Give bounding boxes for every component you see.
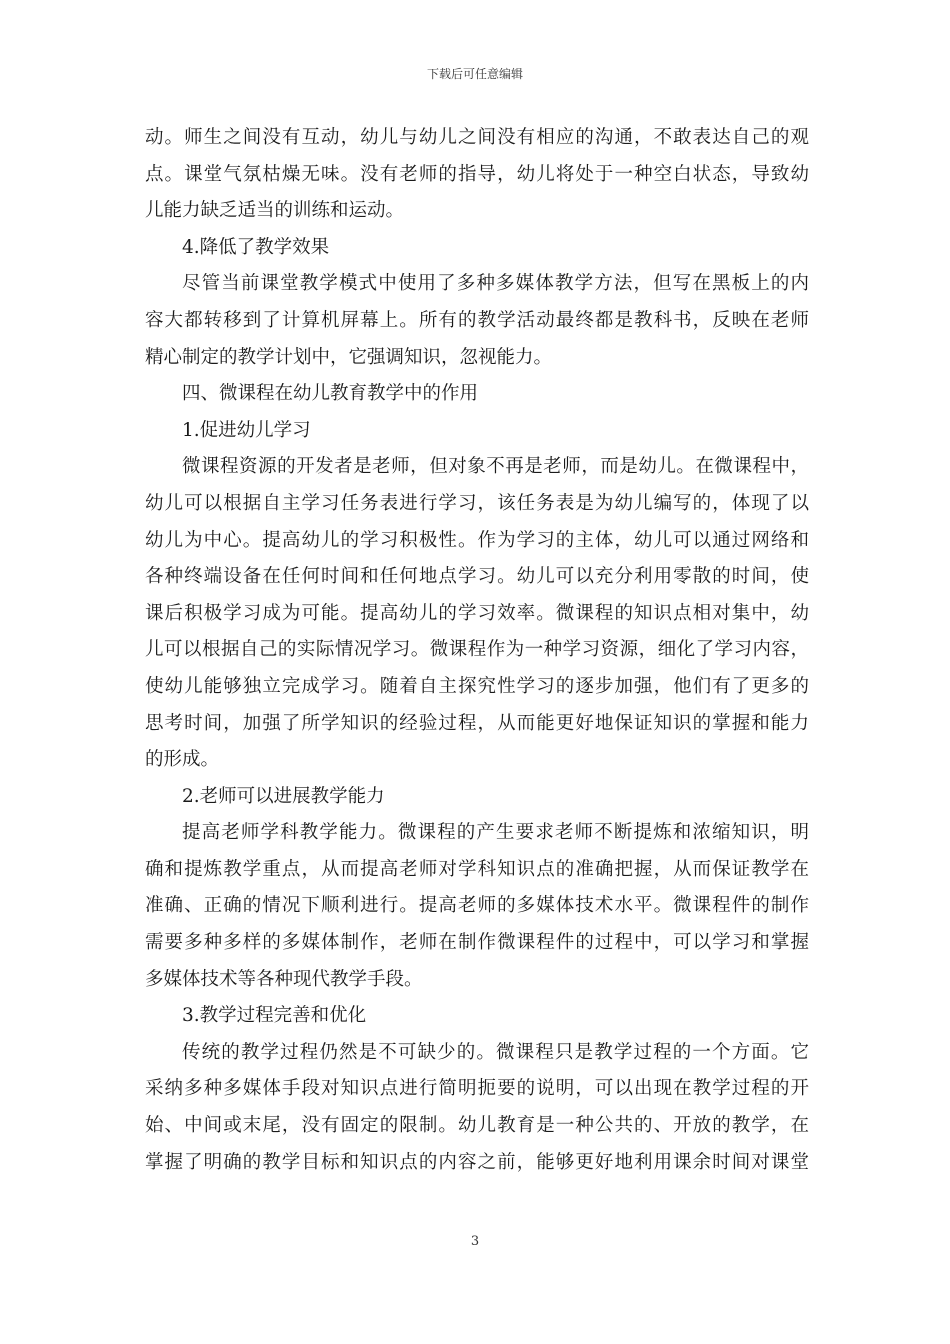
page-header: 下载后可任意编辑 [426, 67, 523, 81]
page-number: 3 [470, 1234, 480, 1249]
text-line: 幼儿为中心。提高幼儿的学习积极性。作为学习的主体，幼儿可以通过网络和 [145, 529, 809, 551]
text-line: 始、中间或末尾，没有固定的限制。幼儿教育是一种公共的、开放的教学，在 [145, 1115, 809, 1137]
text-line: 采纳多种多媒体手段对知识点进行简明扼要的说明，可以出现在教学过程的开 [145, 1078, 809, 1100]
text-line: 的形成。 [145, 749, 220, 771]
text-line: 尽管当前课堂教学模式中使用了多种多媒体教学方法，但写在黑板上的内 [182, 273, 809, 295]
text-line: 微课程资源的开发者是老师，但对象不再是老师，而是幼儿。在微课程中， [182, 456, 809, 478]
text-line: 需要多种多样的多媒体制作，老师在制作微课程件的过程中，可以学习和掌握 [145, 932, 809, 954]
text-line: 确和提炼教学重点，从而提高老师对学科知识点的准确把握，从而保证教学在 [145, 858, 809, 880]
text-line: 掌握了明确的教学目标和知识点的内容之前，能够更好地利用课余时间对课堂 [145, 1151, 809, 1173]
text-line: 课后积极学习成为可能。提高幼儿的学习效率。微课程的知识点相对集中，幼 [145, 602, 809, 624]
paragraph [145, 120, 809, 230]
text-line: 各种终端设备在任何时间和任何地点学习。幼儿可以充分利用零散的时间，使 [145, 566, 809, 588]
heading-line: 3.教学过程完善和优化 [182, 1005, 367, 1027]
text-line: 传统的教学过程仍然是不可缺少的。微课程只是教学过程的一个方面。它 [182, 1041, 809, 1063]
document-body [145, 120, 809, 1181]
text-line: 幼儿可以根据自主学习任务表进行学习，该任务表是为幼儿编写的，体现了以 [145, 492, 809, 514]
heading-line: 4.降低了教学效果 [182, 236, 330, 258]
text-line: 准确、正确的情况下顺利进行。提高老师的多媒体技术水平。微课程件的制作 [145, 895, 809, 917]
section-heading [145, 376, 809, 413]
text-line: 容大都转移到了计算机屏幕上。所有的教学活动最终都是教科书，反映在老师 [145, 309, 809, 331]
subsection-heading [145, 779, 809, 816]
text-line: 多媒体技术等各种现代教学手段。 [145, 968, 423, 990]
text-line: 点。课堂气氛枯燥无味。没有老师的指导，幼儿将处于一种空白状态，导致幼 [145, 163, 809, 185]
paragraph [145, 449, 809, 778]
text-line: 儿可以根据自己的实际情况学习。微课程作为一种学习资源，细化了学习内容， [145, 639, 809, 661]
subsection-heading [145, 413, 809, 450]
heading-line: 四、微课程在幼儿教育教学中的作用 [182, 383, 479, 405]
paragraph [145, 266, 809, 376]
text-line: 儿能力缺乏适当的训练和运动。 [145, 200, 405, 222]
text-line: 使幼儿能够独立完成学习。随着自主探究性学习的逐步加强，他们有了更多的 [145, 675, 809, 697]
heading-line: 1.促进幼儿学习 [182, 419, 311, 441]
subsection-heading [145, 998, 809, 1035]
paragraph [145, 815, 809, 998]
text-line: 精心制定的教学计划中，它强调知识，忽视能力。 [145, 346, 553, 368]
section-heading [145, 230, 809, 267]
text-line: 思考时间，加强了所学知识的经验过程，从而能更好地保证知识的掌握和能力 [145, 712, 809, 734]
text-line: 提高老师学科教学能力。微课程的产生要求老师不断提炼和浓缩知识，明 [182, 822, 809, 844]
text-line: 动。师生之间没有互动，幼儿与幼儿之间没有相应的沟通，不敢表达自己的观 [145, 127, 809, 148]
heading-line: 2.老师可以进展教学能力 [182, 785, 385, 807]
paragraph [145, 1035, 809, 1181]
